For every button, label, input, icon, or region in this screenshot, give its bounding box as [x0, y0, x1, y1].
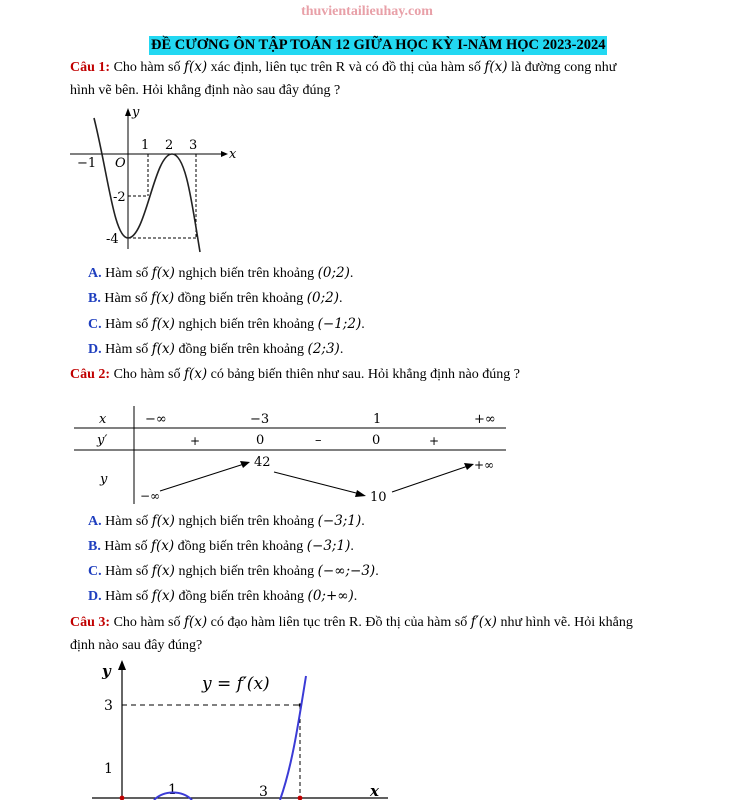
q2-option-d-end: . [353, 589, 358, 604]
q2-zero-2: 0 [372, 433, 381, 448]
q3-text-c: . Đồ thị của hàm số [358, 615, 468, 630]
q1-option-d-mid: đồng biến trên khoảng [178, 342, 305, 357]
q2-option-a-fx: f(x) [151, 513, 175, 529]
q1-y-arrow [125, 108, 131, 116]
watermark: thuvientailieuhay.com [301, 4, 433, 19]
q1-option-b-fx: f(x) [151, 290, 175, 306]
q2-option-b-pre: Hàm số [104, 539, 148, 554]
q1-x-label: x [229, 147, 237, 162]
q2-row-yprime: y′ [97, 433, 108, 448]
q1-option-d-pre: Hàm số [105, 342, 149, 357]
q2-sign-minus: – [315, 433, 322, 448]
q2-sign-plus-2: + [429, 434, 440, 448]
q2-y-posinf: +∞ [474, 458, 495, 472]
q1-option-d-fx: f(x) [151, 341, 175, 357]
q3-graph [92, 656, 392, 800]
q2-row-x: x [99, 412, 107, 427]
q2-x-1: 1 [373, 412, 382, 427]
q3-tick-x1: 1 [168, 782, 177, 798]
q1-text-a: Cho hàm số [113, 60, 181, 75]
q2-text-b: có bảng biến thiên như sau. Hỏi khẳng định nào đúng ? [210, 367, 520, 382]
q2-zero-1: 0 [256, 433, 265, 448]
q1-tick-neg2: -2 [113, 190, 126, 205]
q2-label: Câu 2: [70, 367, 111, 382]
q2-option-b-fx: f(x) [151, 538, 175, 554]
q1-option-c[interactable] [88, 314, 365, 335]
q2-option-c[interactable] [88, 561, 379, 582]
q1-line-1 [70, 57, 616, 78]
q1-option-d-end: . [339, 342, 344, 357]
q3-y-label: y [102, 662, 111, 680]
q1-text-d: là đường cong như [510, 60, 617, 75]
q2-arrow-down [274, 472, 360, 494]
q1-fx-2: f(x) [484, 59, 508, 75]
q1-option-b-pre: Hàm số [104, 291, 148, 306]
q1-option-d[interactable] [88, 339, 343, 360]
q1-option-d-interval: (2;3) [307, 341, 340, 357]
q2-option-d-fx: f(x) [151, 588, 175, 604]
q3-tick-x3: 3 [259, 784, 268, 800]
q3-y-arrow [118, 660, 126, 670]
q1-option-c-fx: f(x) [151, 316, 175, 332]
q1-option-a-end: . [349, 266, 354, 281]
q2-x-neginf: −∞ [145, 412, 167, 427]
q2-y-42: 42 [254, 455, 271, 470]
q2-option-a-key: A. [88, 514, 102, 529]
q2-option-d-mid: đồng biến trên khoảng [178, 589, 305, 604]
q2-option-a-pre: Hàm số [105, 514, 149, 529]
q1-text-b: xác định, liên tục trên [210, 60, 333, 75]
q2-option-c-interval: (−∞;−3) [317, 563, 376, 579]
q1-text-c: và có đồ thị của hàm số [348, 60, 481, 75]
q2-option-a-end: . [361, 514, 365, 529]
q2-option-c-end: . [375, 564, 379, 579]
q3-text-a: Cho hàm số [113, 615, 181, 630]
q1-option-a-mid: nghịch biến trên khoảng [178, 266, 315, 281]
q1-origin-label: O [115, 156, 126, 171]
q2-option-c-mid: nghịch biến trên khoảng [178, 564, 315, 579]
q2-option-a-interval: (−3;1) [317, 513, 362, 529]
q3-text-d: như hình vẽ. Hỏi khẳng [500, 615, 633, 630]
q2-option-a[interactable] [88, 511, 365, 532]
q3-fpx: f′(x) [470, 614, 497, 630]
q3-curve-rise [280, 676, 306, 800]
q1-option-b-mid: đồng biến trên khoảng [177, 291, 304, 306]
q2-option-b-key: B. [88, 539, 101, 554]
q2-option-b[interactable] [88, 536, 354, 557]
q1-option-b-end: . [339, 291, 343, 306]
q1-option-a-key: A. [88, 266, 102, 281]
q2-option-c-fx: f(x) [151, 563, 175, 579]
q1-option-a[interactable] [88, 263, 353, 284]
q2-variation-table [74, 404, 508, 508]
q2-option-a-mid: nghịch biến trên khoảng [178, 514, 315, 529]
q2-sign-plus-1: + [190, 434, 201, 448]
q2-row-y: y [100, 472, 108, 487]
q1-option-c-pre: Hàm số [105, 317, 149, 332]
q2-x-m3: −3 [250, 412, 270, 427]
document-title: ĐỀ CƯƠNG ÔN TẬP TOÁN 12 GIỮA HỌC KỲ I-NĂM HỌC 2023-2024 [151, 37, 606, 53]
q2-option-b-end: . [350, 539, 354, 554]
q3-tick-y1: 1 [104, 761, 113, 777]
q1-option-b-key: B. [88, 291, 101, 306]
q2-option-b-mid: đồng biến trên khoảng [177, 539, 304, 554]
q1-option-c-interval: (−1;2) [317, 316, 362, 332]
q2-arrow-up-2-head [464, 463, 474, 470]
q3-point-x3 [298, 796, 303, 800]
q3-line-2: định nào sau đây đúng? [70, 638, 203, 653]
q2-arrow-up-1 [160, 464, 244, 491]
q1-option-b[interactable] [88, 288, 343, 309]
q1-option-d-key: D. [88, 342, 102, 357]
q1-option-b-interval: (0;2) [306, 290, 340, 306]
q1-set-r: R [335, 60, 346, 75]
q1-tick-1: 1 [141, 138, 150, 153]
q1-option-a-fx: f(x) [151, 265, 175, 281]
q2-y-10: 10 [370, 490, 387, 505]
q2-option-c-pre: Hàm số [105, 564, 149, 579]
q2-option-b-interval: (−3;1) [306, 538, 351, 554]
q1-tick-neg4: -4 [106, 232, 119, 247]
q2-option-d-interval: (0;+∞) [307, 588, 354, 604]
q2-text-a: Cho hàm số [113, 367, 181, 382]
q1-fx: f(x) [183, 59, 208, 75]
q2-arrow-down-head [355, 490, 366, 497]
q2-x-posinf: +∞ [474, 412, 496, 427]
q3-point-origin [120, 796, 125, 800]
q1-tick-neg1: −1 [77, 156, 97, 171]
q1-option-a-interval: (0;2) [317, 265, 350, 281]
q3-x-label: x [370, 782, 379, 800]
q1-graph [68, 104, 248, 254]
q1-y-label: y [132, 105, 140, 120]
q3-label: Câu 3: [70, 615, 111, 630]
q2-line-1 [70, 364, 520, 385]
q1-option-c-mid: nghịch biến trên khoảng [178, 317, 315, 332]
q1-option-a-pre: Hàm số [105, 266, 149, 281]
q2-option-d-pre: Hàm số [105, 589, 149, 604]
q2-y-neginf: −∞ [140, 489, 161, 503]
q2-arrow-up-2 [392, 466, 468, 492]
q1-x-arrow [221, 151, 228, 157]
q3-set-r: R [349, 615, 359, 630]
q3-curve-label: y = f′(x) [202, 674, 270, 694]
q2-fx: f(x) [183, 366, 208, 382]
q1-label: Câu 1: [70, 60, 111, 75]
q2-option-d[interactable] [88, 586, 357, 607]
q1-tick-3: 3 [189, 138, 198, 153]
q3-tick-y3: 3 [104, 698, 113, 714]
q3-line-1 [70, 612, 633, 633]
q3-text-b: có đạo hàm liên tục trên [210, 615, 346, 630]
q2-option-d-key: D. [88, 589, 102, 604]
q2-arrow-up-1-head [240, 461, 250, 468]
q1-line-2: hình vẽ bên. Hỏi khẳng định nào sau đây đúng ? [70, 83, 341, 98]
q1-option-c-key: C. [88, 317, 102, 332]
q3-fx: f(x) [183, 614, 208, 630]
q2-option-c-key: C. [88, 564, 102, 579]
q1-tick-2: 2 [165, 138, 174, 153]
q1-option-c-end: . [361, 317, 365, 332]
